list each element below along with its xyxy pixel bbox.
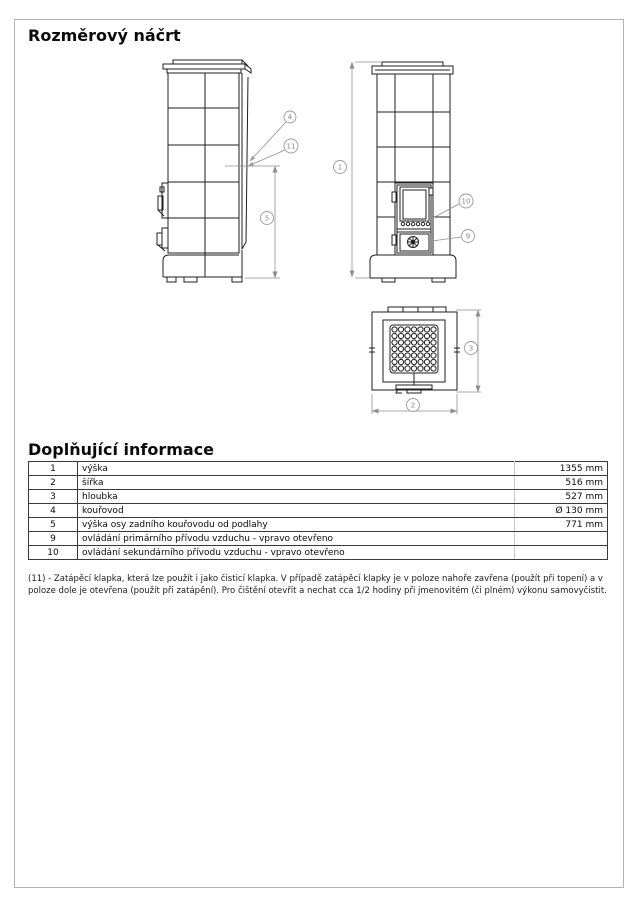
row-description: šířka (78, 476, 515, 490)
table-row (29, 490, 608, 504)
row-description: výška (78, 462, 515, 476)
callout-secondary-air-label: 10 (461, 197, 471, 206)
row-description: ovládání primárního přívodu vzduchu - vpravo otevřeno (78, 532, 515, 546)
row-value: 516 mm (515, 476, 608, 490)
row-value: 527 mm (515, 490, 608, 504)
row-description: ovládání sekundárního přívodu vzduchu - vpravo otevřeno (78, 546, 515, 560)
row-value: Ø 130 mm (515, 504, 608, 518)
row-number: 10 (29, 546, 78, 560)
page-title: Rozměrový náčrt (28, 26, 181, 45)
callout-width-label: 2 (410, 401, 416, 410)
info-section-title: Doplňující informace (28, 440, 215, 459)
row-value: 771 mm (515, 518, 608, 532)
row-number: 9 (29, 532, 78, 546)
row-number: 2 (29, 476, 78, 490)
table-row (29, 462, 608, 476)
front-view (334, 62, 475, 282)
row-value (515, 532, 608, 546)
row-description: kouřovod (78, 504, 515, 518)
callout-flue-label: 4 (287, 113, 293, 122)
table-row (29, 518, 608, 532)
row-number: 3 (29, 490, 78, 504)
row-value: 1355 mm (515, 462, 608, 476)
row-number: 4 (29, 504, 78, 518)
callout-primary-air-label: 9 (465, 232, 471, 241)
callout-flue-axis-height-label: 5 (264, 214, 270, 223)
row-description: hloubka (78, 490, 515, 504)
info-table (28, 461, 608, 560)
callout-ignition-damper-label: 11 (286, 142, 296, 151)
top-view (369, 307, 481, 414)
callout-depth-label: 3 (468, 344, 474, 353)
table-row (29, 504, 608, 518)
row-number: 5 (29, 518, 78, 532)
footnote-text: (11) - Zatápěcí klapka, která lze použít i jako čisticí klapka. V případě zatápěcí klapky je v poloze nahoře zavřena (použít při topení) a v poloze dole je otevřena (použít při zatápění). Pro čištění otevřít a nechat cca 1/2 hodiny při jmenovitém (či plném) výkonu samovyčistit. (28, 574, 607, 597)
row-number: 1 (29, 462, 78, 476)
table-row (29, 532, 608, 546)
row-value (515, 546, 608, 560)
table-row (29, 476, 608, 490)
dimensional-drawing (0, 0, 637, 435)
table-row (29, 546, 608, 560)
callout-height-label: 1 (337, 163, 343, 172)
side-view (157, 60, 298, 282)
grate-holes (392, 327, 436, 371)
row-description: výška osy zadního kouřovodu od podlahy (78, 518, 515, 532)
